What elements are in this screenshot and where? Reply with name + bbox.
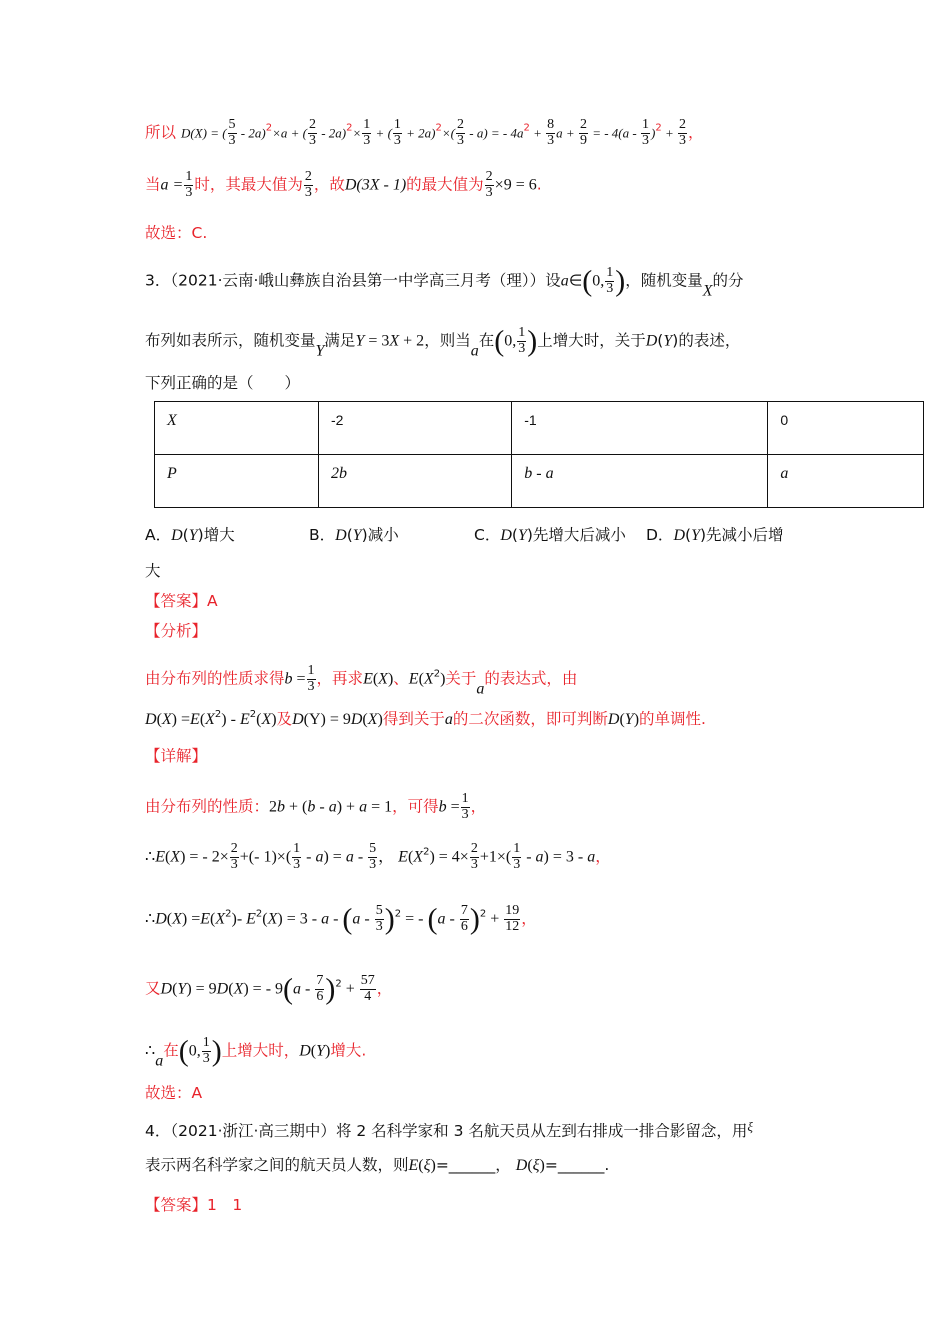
sol2-line-1: 所以 D(X) = ( $\frac{5}{3}$ - 2a)$^2$×a + ( $\frac{2}{3}$ - 2a)$^2$× $\frac{1}{3}$ + ( $\frac{1}{3}$ + 2a)$^2$×( $\frac{2}{3}$ - a) = - $4a^2$ + $\frac{8}{3}$ a + $\frac{2}{9}$ = - 4(a - $\frac{1}{3}$ )$^2$ + $\frac{2}{3}$ ， [145,117,704,148]
q4-answer: 【答案】1 1 [145,1196,243,1214]
q3-option-a: A．D(Y)增大 [145,526,235,544]
table-cell: b - a [512,455,768,508]
table-cell: -2 [318,402,511,455]
table-cell: P [155,455,319,508]
q3-detail-label: 【详解】 [145,747,208,765]
q3-line-2: 布列如表所示，随机变量Y满足Y = 3X + 2，则当a在(0, $\frac{1}{3}$ )上增大时，关于D(Y)的表述， [145,324,741,360]
q3-detail-5: ∴a在(0, $\frac{1}{3}$ )上增大时，D(Y)增大. [145,1034,367,1070]
q3-analysis-1: 由分布列的性质求得b = $\frac{1}{3}$ ，再求E(X)、$E(X^2)$关于a的表达式，由 [145,663,578,698]
q3-option-wrap: 大 [145,562,161,580]
q3-option-b: B．D(Y)减小 [309,526,399,544]
sol2-choice: 故选：C. [145,224,208,242]
q3-option-c: C．D(Y)先增大后减小 [474,526,626,544]
q4-line-2: 表示两名科学家之间的航天员人数，则E(ξ)=______， D(ξ)=______. [145,1156,610,1174]
table-cell: X [155,402,319,455]
q3-choice: 故选：A [145,1084,203,1102]
table-cell: -1 [512,402,768,455]
q4-line-1: 4．（2021·浙江·高三期中）将 2 名科学家和 3 名航天员从左到右排成一排合影留念，用$^\xi$ [145,1119,753,1140]
table-row [155,402,924,455]
q3-analysis-label: 【分析】 [145,622,208,640]
distribution-table [154,401,924,508]
q3-option-d: D．D(Y)先减小后增 [646,526,784,544]
table-row [155,455,924,508]
q3-analysis-2: $D(X) =E(X^2) - E^2(X)$及D(Y) = 9D(X)得到关于a的二次函数，即可判断D(Y)的单调性. [145,709,706,728]
q3-line-3: 下列正确的是（ ） [145,374,301,392]
q3-line-1: 3．（2021·云南·峨山彝族自治县第一中学高三月考（理））设a∈(0, $\frac{1}{3}$ )，随机变量X的分 [145,264,744,300]
table-cell: a [768,455,924,508]
q3-detail-3: ∴D(X) $=E(X^2)-$ $E^2(X) = 3 - a - (a$ - $\frac{5}{3}$ )$^2$ = - (a - $\frac{7}{6}$ )$^2$ + $\frac{19}{12}$ ， [145,902,537,936]
q3-answer: 【答案】A [145,592,218,610]
sol2-line-2: 当a = $\frac{1}{3}$ 时，其最大值为 $\frac{2}{3}$ ，故D(3X - 1)的最大值为 $\frac{2}{3}$ ×9 = 6. [145,169,542,200]
q3-detail-1: 由分布列的性质：2b + (b - a) + a = 1，可得b = $\frac{1}{3}$ ， [145,791,487,822]
q3-detail-2: ∴E(X) = - 2× $\frac{2}{3}$ +(- 1)×( $\frac{1}{3}$ - a) = a - $\frac{5}{3}$ ， $E(X^2) = 4\times$ $\frac{2}{3}$ +1×( $\frac{1}{3}$ - a) = 3 - a， [145,841,611,872]
q3-detail-4: 又D(Y) = 9D(X) = - 9(a - $\frac{7}{6}$ )$^2$ + $\frac{57}{4}$ ， [145,972,393,1006]
table-cell: 2b [318,455,511,508]
table-cell: 0 [768,402,924,455]
